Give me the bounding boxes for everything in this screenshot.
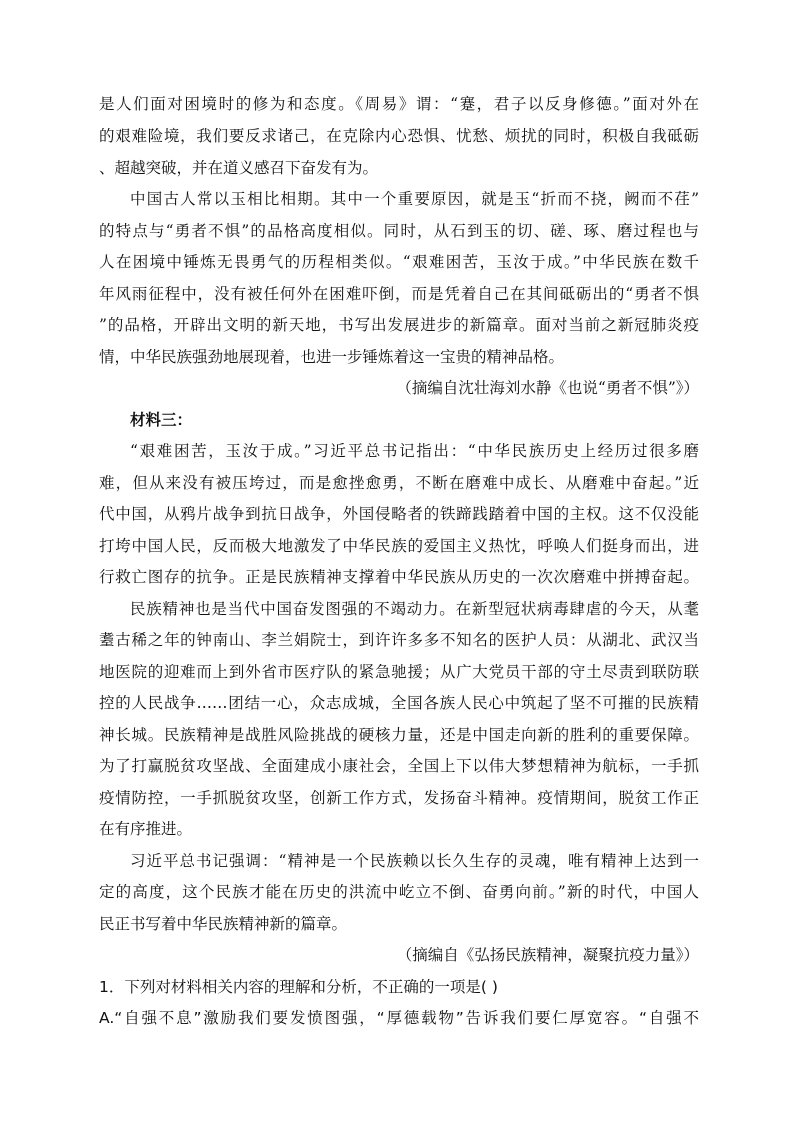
passage-line: 年风雨征程中，没有被任何外在困难吓倒，而是凭着自己在其间砥砺出的“勇者不惧 <box>99 285 699 303</box>
passage-line: 地医院的迎难而上到外省市医疗队的紧急驰援；从广大党员干部的守土尽责到联防联 <box>99 663 699 681</box>
passage-line: 疫情防控，一手抓脱贫攻坚，创新工作方式，发扬奋斗精神。疫情期间，脱贫工作正 <box>99 789 699 807</box>
passage-line: 代中国，从鸦片战争到抗日战争，外国侵略者的铁蹄践踏着中国的主权。这不仅没能 <box>99 505 699 523</box>
passage-line: 、超越突破，并在道义感召下奋发有为。 <box>99 159 379 177</box>
passage-line: 人在困境中锤炼无畏勇气的历程相类似。“艰难困苦，玉汝于成。”中华民族在数千 <box>99 253 699 271</box>
source-citation: （摘编自沈壮海刘水静《也说“勇者不惧”》） <box>396 379 699 397</box>
passage-line: 在有序推进。 <box>99 820 193 838</box>
passage-line: 控的人民战争……团结一心，众志成城，全国各族人民心中筑起了坚不可摧的民族精 <box>99 694 699 712</box>
source-citation: （摘编自《弘扬民族精神，凝聚抗疫力量》） <box>396 946 699 964</box>
passage-line: 习近平总书记强调：“精神是一个民族赖以长久生存的灵魂，唯有精神上达到一 <box>130 852 699 870</box>
passage-line: 的特点与“勇者不惧”的品格高度相似。同时，从石到玉的切、磋、琢、磨过程也与 <box>99 222 699 240</box>
passage-line: 定的高度，这个民族才能在历史的洪流中屹立不倒、奋勇向前。”新的时代，中国人 <box>99 883 699 901</box>
passage-line: 中国古人常以玉相比相期。其中一个重要原因，就是玉“折而不挠，阙而不荏” <box>130 190 699 208</box>
passage-line: 情，中华民族强劲地展现着，也进一步锤炼着这一宝贵的精神品格。 <box>99 348 565 366</box>
passage-line: 为了打赢脱贫攻坚战、全面建成小康社会，全国上下以伟大梦想精神为航标，一手抓 <box>99 757 699 775</box>
passage-line: 神长城。民族精神是战胜风险挑战的硬核力量，还是中国走向新的胜利的重要保障。 <box>99 726 699 744</box>
passage-line: 难，但从来没有被压垮过，而是愈挫愈勇，不断在磨难中成长、从磨难中奋起。”近 <box>99 474 699 492</box>
passage-line: 民族精神也是当代中国奋发图强的不竭动力。在新型冠状病毒肆虐的今天，从耄 <box>130 600 699 618</box>
passage-line: 耋古稀之年的钟南山、李兰娟院士，到许许多多不知名的医护人员：从湖北、武汉当 <box>99 631 699 649</box>
question-stem: 1．下列对材料相关内容的理解和分析，不正确的一项是( ) <box>99 978 498 996</box>
passage-line: 的艰难险境，我们要反求诸己，在克除内心恐惧、忧愁、烦扰的同时，积极自我砥砺 <box>99 127 699 145</box>
passage-line: “艰难困苦，玉汝于成。”习近平总书记指出：“中华民族历史上经历过很多磨 <box>130 442 699 460</box>
passage-line: 行救亡图存的抗争。正是民族精神支撑着中华民族从历史的一次次磨难中拼搏奋起。 <box>99 568 699 586</box>
passage-line: 打垮中国人民，反而极大地激发了中华民族的爱国主义热忱，呼唤人们挺身而出，进 <box>99 537 699 555</box>
passage-line: 民正书写着中华民族精神新的篇章。 <box>99 915 348 933</box>
section-heading: 材料三： <box>130 410 193 429</box>
passage-line: ”的品格，开辟出文明的新天地，书写出发展进步的新篇章。面对当前之新冠肺炎疫 <box>99 316 699 334</box>
passage-line: 是人们面对困境时的修为和态度。《周易》谓：“蹇，君子以反身修德。”面对外在 <box>99 95 699 113</box>
answer-option-a: A.“自强不息”激励我们要发愤图强，“厚德载物”告诉我们要仁厚宽容。“自强不 <box>99 1009 699 1027</box>
